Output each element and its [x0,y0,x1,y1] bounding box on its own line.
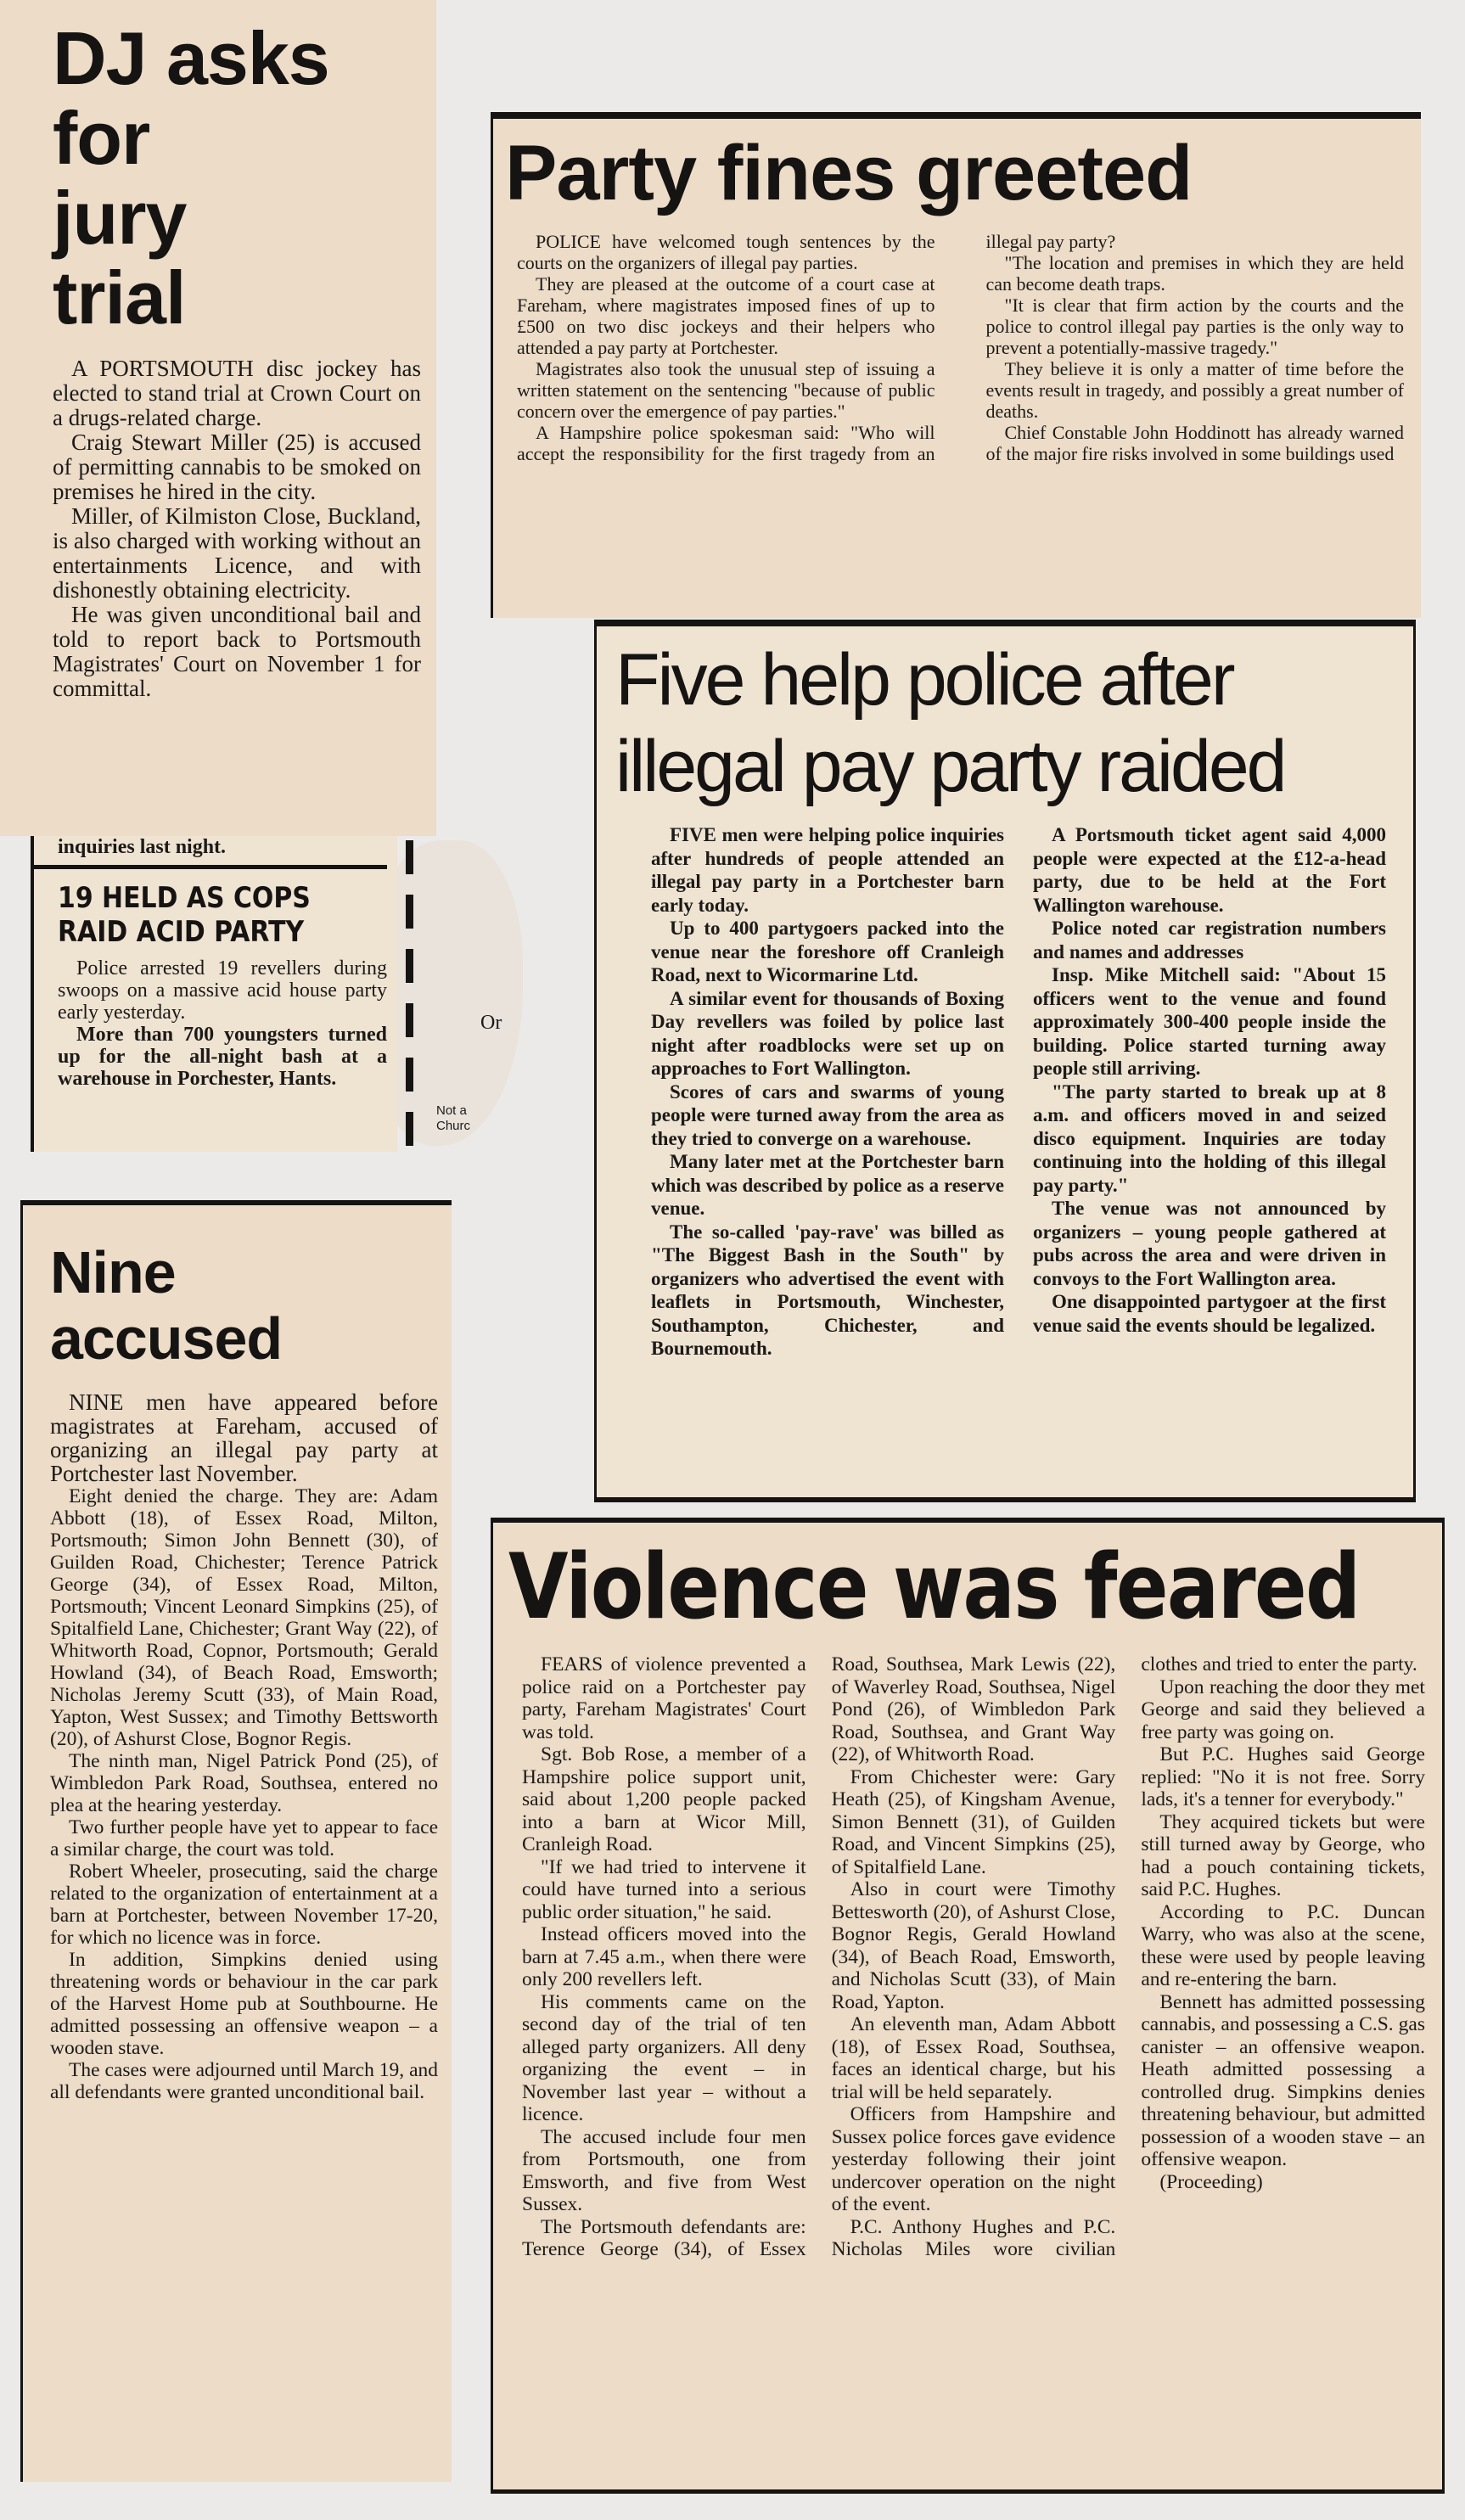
paragraph: Insp. Mike Mitchell said: "About 15 officers went to the venue and found approximately 300-400 people inside the building. Police started turning away people still arriving. [1033,964,1386,1079]
headline-line: for [53,96,150,180]
paragraph: Police arrested 19 revellers during swoops on a massive acid house party early yesterday. [58,957,387,1024]
paragraph: In addition, Simpkins denied using threatening words or behaviour in the car park of the Harvest Home pub at Southbourne. He admitted possessing an offensive weapon – a wooden stave. [50,1949,438,2059]
paragraph: Sgt. Bob Rose, a member of a Hampshire police support unit, said about 1,200 people packed into a barn at Wicor Mill, Cranleigh Road. [522,1743,806,1855]
paragraph: FIVE men were helping police inquiries after hundreds of people attended an illegal pay party in a Portchester barn early today. [651,824,1004,916]
paragraph: From Chichester were: Gary Heath (25), of Kingsham Avenue, Simon Bennett (31), of Guilden Road, and Vincent Simpkins (25), of Spitalfield Lane. [831,1765,1116,1878]
clipping-acid-party [31,836,397,1152]
headline-line: jury [53,176,187,260]
paragraph: Eight denied the charge. They are: Adam Abbott (18), of Essex Road, Milton, Portsmouth; Simon John Bennett (30), of Guilden Road, Chichester; Terence Patrick George (34), of Essex Road, Milton, Portsmouth; Vincent Leonard Simpkins (25), of Spitalfield Lane, Chichester; Grant Way (22), of Whitworth Road, Copnor, Portsmouth; Gerald Howland (34), of Beach Road, Emsworth; Nicholas Jeremy Scutt (33), of Main Road, Yapton, West Sussex; and Timothy Bettsworth (20), of Ashurst Close, Bognor Regis. [50,1485,438,1750]
fragment-text: Not a Churc [436,1103,471,1133]
clipping-party-fines [491,112,1421,618]
paragraph: The cases were adjourned until March 19, and all defendants were granted unconditional bail. [50,2059,438,2103]
headline-line: trial [53,255,186,340]
paragraph: Police noted car registration numbers and names and addresses [1033,918,1386,963]
paragraph: P.C. Anthony Hughes and P.C. Nicholas Miles wore civilian clothes and tried to enter the party. [831,1653,1417,2260]
paragraph: "It is clear that firm action by the courts and the police to control illegal pay parties is the only way to prevent a potentially-massive tragedy." [985,295,1404,358]
paragraph: A PORTSMOUTH disc jockey has elected to stand trial at Crown Court on a drugs-related charge. [53,356,421,430]
headline [50,1239,438,1372]
paragraph: "The location and premises in which they are held can become death traps. [985,252,1404,295]
article-body [50,1390,438,2103]
paragraph: "If we had tried to intervene it could have turned into a serious public order situation," he said. [522,1855,806,1923]
paragraph: "The party started to break up at 8 a.m. and officers moved in and seized disco equipment. Inquiries are today continuing into the holding of this illegal pay party." [1033,1080,1386,1196]
paragraph: One disappointed partygoer at the first venue said the events should be legalized. [1033,1291,1386,1336]
paragraph: Craig Stewart Miller (25) is accused of permitting cannabis to be smoked on premises he hired in the city. [53,429,421,504]
paragraph: Many later met at the Portchester barn which was described by police as a reserve venue. [651,1151,1004,1219]
headline: Violence was feared [508,1535,1360,1639]
column-rule [406,840,413,1154]
clipping-nine-accused [20,1200,452,2482]
paragraph: Miller, of Kilmiston Close, Buckland, is also charged with working without an entertainments Licence, and with dishonestly obtaining electricity. [53,503,421,603]
paragraph: NINE men have appeared before magistrates at Fareham, accused of organizing an illegal pay party at Portchester last November. [50,1389,438,1486]
paragraph: According to P.C. Duncan Warry, who was also at the scene, these were used by people leaving and re-entering the barn. [1141,1900,1425,1990]
paragraph: Officers from Hampshire and Sussex police forces gave evidence yesterday following their joint undercover operation on the night of the event. [831,2103,1116,2215]
paragraph: The venue was not announced by organizers – young people gathered at pubs across the area and were driven in convoys to the Fort Wallington area. [1033,1198,1386,1289]
clipping-dj-asks [0,0,436,836]
paragraph: An eleventh man, Adam Abbott (18), of Essex Road, Southsea, faces an identical charge, but his trial will be held separately. [831,2013,1116,2103]
article-body [508,1653,1425,2261]
paragraph: Upon reaching the door they met George and said they believed a free party was going on. [1141,1675,1425,1743]
paragraph: Instead officers moved into the barn at 7.45 a.m., when there were only 200 revellers left. [522,1923,806,1990]
paragraph: They are pleased at the outcome of a court case at Fareham, where magistrates imposed fines of up to £500 on two disc jockeys and their helpers who attended a pay party at Portchester. [517,273,935,358]
paragraph: More than 700 youngsters turned up for the all-night bash at a warehouse in Porchester, Hants. [58,1024,387,1090]
paragraph: They acquired tickets but were still turned away by George, who had a pouch containing tickets, said P.C. Hughes. [1141,1810,1425,1900]
paragraph: Two further people have yet to appear to face a similar charge, the court was told. [50,1816,438,1861]
paragraph: He was given unconditional bail and told to report back to Portsmouth Magistrates' Court on November 1 for committal. [53,602,421,701]
clipping-five-help [594,620,1416,1502]
paragraph: A similar event for thousands of Boxing Day revellers was foiled by police last night after roadblocks were set up on approaches to Fort Wallington. [651,987,1004,1079]
paragraph: Scores of cars and swarms of young people were turned away from the area as they tried to converge on a warehouse. [651,1080,1004,1149]
top-line: inquiries last night. [58,836,227,858]
article-body [58,957,387,1090]
paragraph: The so-called 'pay-rave' was billed as "The Biggest Bash in the South" by organizers who advertised the event with leaflets in Portsmouth, Winchester, Southampton, Chichester, and Bournemouth. [651,1221,1004,1359]
article-body [505,231,1404,464]
paragraph: The accused include four men from Portsmouth, one from Emsworth, and five from West Sussex. [522,2125,806,2215]
paragraph: The Portsmouth defendants are: Terence George (34), of Essex Road, Southsea, Mark Lewis (22), of Waverley Road, Southsea, Nigel Pond (26), of Wimbledon Park Road, Southsea, and Grant Way (22), of Whitworth Road. [522,1653,1116,2260]
headline-line: DJ asks [53,16,329,100]
paragraph: A Hampshire police spokesman said: "Who will accept the responsibility for the first tragedy from an illegal pay party? [517,231,1116,464]
headline: Party fines greeted [505,130,1193,216]
article-body [615,823,1396,1361]
headline [53,16,421,340]
paragraph: FEARS of violence prevented a police raid on a Portchester pay party, Fareham Magistrates' Court was told. [522,1653,806,1743]
fragment-text: Or [480,1012,502,1034]
paragraph: POLICE have welcomed tough sentences by the courts on the organizers of illegal pay parties. [517,231,935,273]
paragraph: Up to 400 partygoers packed into the venue near the foreshore off Cranleigh Road, next to Wicormarine Ltd. [651,918,1004,985]
paragraph: A Portsmouth ticket agent said 4,000 people were expected at the £12-a-head party, due to be held at the Fort Wallington warehouse. [1033,824,1386,916]
paragraph: Chief Constable John Hoddinott has already warned of the major fire risks involved in some buildings used [985,422,1404,464]
paragraph: His comments came on the second day of the trial of ten alleged party organizers. All deny organizing the event – in November last year – without a licence. [522,1990,806,2125]
article-body [53,356,421,701]
headline-line: Nine [50,1239,176,1305]
paragraph: They believe it is only a matter of time before the events result in tragedy, and possibly a great number of deaths. [985,358,1404,422]
paragraph: Bennett has admitted possessing cannabis, and possessing a C.S. gas canister – an offensive weapon. Heath admitted possessing a controlled drug. Simpkins denies threatening behaviour, but admitted possession of a wooden stave – an offensive weapon. [1141,1990,1425,2170]
headline: 19 HELD AS COPS RAID ACID PARTY [58,881,311,949]
paragraph: Also in court were Timothy Bettesworth (20), of Ashurst Close, Bognor Regis, Gerald Howland (34), of Beach Road, Emsworth, and Nicholas Scutt (33), of Main Road, Yapton. [831,1878,1116,2013]
headline-rule [34,865,387,869]
paragraph: Magistrates also took the unusual step of issuing a written statement on the sentencing "because of public concern over the emergence of pay parties." [517,358,935,422]
headline-line: accused [50,1305,283,1372]
paragraph: (Proceeding) [1159,2170,1263,2193]
paragraph: But P.C. Hughes said George replied: "No it is not free. Sorry lads, it's a tenner for everybody." [1141,1743,1425,1810]
headline: Five help police after illegal pay party raided [615,639,1285,807]
clipping-violence-feared [491,1518,1445,2494]
paragraph: Robert Wheeler, prosecuting, said the charge related to the organization of entertainment at a barn at Portchester, between November 17-20, for which no licence was in force. [50,1861,438,1949]
paragraph: The ninth man, Nigel Patrick Pond (25), of Wimbledon Park Road, Southsea, entered no plea at the hearing yesterday. [50,1750,438,1816]
